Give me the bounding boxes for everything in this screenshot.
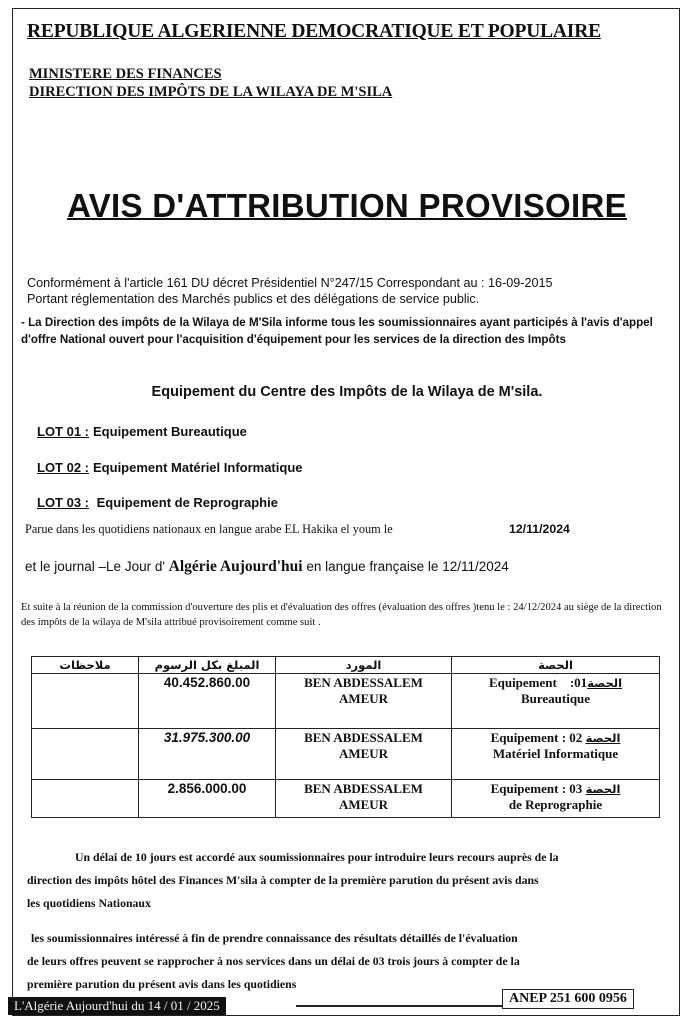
results-consultation-line-3: première parution du présent avis dans les quotidiens [27, 977, 297, 991]
appeal-delay-line-3: les quotidiens Nationaux [27, 896, 151, 910]
amount-cell: 40.452.860.00 [139, 674, 276, 729]
supplier-name-line-2: AMEUR [338, 746, 389, 761]
supplier-name-line-2: AMEUR [338, 691, 389, 706]
notice-page [12, 8, 680, 1016]
lot-cell [452, 729, 660, 780]
amount-cell: 2.856.000.00 [139, 780, 276, 818]
supplier-name-line-2: AMEUR [338, 797, 389, 812]
lot-description: Matériel Informatique [492, 746, 619, 761]
lot-word: Equipement [488, 675, 557, 690]
table-row [32, 729, 660, 780]
supplier-cell [276, 729, 452, 780]
publication-date-1: 12/11/2024 [509, 522, 570, 536]
direction-notice: - La Direction des impôts de la Wilaya de M'Sila informe tous les soumissionnaires ayant participés à l'avis d'appel d'offre National ouvert pour l'acquisition d'équipement pour les services de la direction des Impôts [21, 316, 653, 346]
legal-reference-line-1: Conformément à l'article 161 DU décret Présidentiel N°247/15 Correspondant au : 16-09-2015 [27, 276, 553, 290]
lot-description: Bureautique [520, 691, 591, 706]
supplier-cell [276, 780, 452, 818]
lot-word: Equipement [490, 730, 559, 745]
remarks-cell [32, 780, 139, 818]
publication-arabic-paper [25, 522, 675, 537]
header-lot: الحصة [452, 657, 660, 674]
lot-03-label: Equipement de Reprographie [93, 495, 278, 510]
amount-cell: 31.975.300.00 [139, 729, 276, 780]
results-consultation-line-1: les soumissionnaires intéressé à fin de prendre connaissance des résultats détaillés de l'évaluation [31, 931, 518, 945]
lot-word: Equipement [490, 781, 559, 796]
publication-line-2-prefix: et le journal –Le Jour d' [25, 559, 169, 574]
supplier-name-line-1: BEN ABDESSALEM [304, 781, 423, 796]
anep-reference: ANEP 251 600 0956 [502, 989, 634, 1009]
lot-description: de Reprographie [508, 797, 603, 812]
results-consultation-text [27, 927, 673, 996]
legal-reference-line-2: Portant réglementation des Marchés publics et des délégations de service public. [27, 292, 480, 306]
supplier-name-line-1: BEN ABDESSALEM [304, 730, 423, 745]
supplier-cell [276, 674, 452, 729]
appeal-delay-line-1: Un délai de 10 jours est accordé aux soumissionnaires pour introduire leurs recours auprès de la [75, 850, 559, 864]
lot-02 [37, 460, 303, 475]
newspaper-issue-label: L'Algérie Aujourd'hui du 14 / 01 / 2025 [8, 997, 226, 1015]
direction-heading: DIRECTION DES IMPÔTS DE LA WILAYA DE M'SILA [29, 84, 393, 100]
legal-reference [27, 275, 672, 307]
table-header-row [32, 657, 660, 674]
lot-number: :01 [569, 675, 588, 690]
header-amount: المبلغ بكل الرسوم [139, 657, 276, 674]
lot-02-code: LOT 02 : [37, 460, 90, 475]
appeal-delay-line-2: direction des impôts hôtel des Finances M'sila à compter de la première parution du présent avis dans [27, 873, 539, 887]
document-title: AVIS D'ATTRIBUTION PROVISOIRE [67, 187, 627, 224]
lot-arabic-label: الحصة [585, 782, 621, 796]
lot-03-code: LOT 03 : [37, 495, 90, 510]
remarks-cell [32, 729, 139, 780]
lot-01-label: Equipement Bureautique [93, 424, 247, 439]
results-consultation-line-2: de leurs offres peuvent se rapprocher à nos services dans un délai de 03 trois jours à compter de la [27, 954, 520, 968]
attribution-table [31, 656, 660, 818]
remarks-cell [32, 674, 139, 729]
appeal-delay-text [27, 846, 673, 915]
lot-number: : 02 [561, 730, 583, 745]
lot-01 [37, 424, 247, 439]
newspaper-name: Algérie Aujourd'hui [168, 558, 303, 575]
supplier-name-line-1: BEN ABDESSALEM [304, 675, 423, 690]
publication-french-paper [25, 558, 509, 576]
ministry-heading: MINISTERE DES FINANCES [29, 66, 222, 82]
republic-heading: REPUBLIQUE ALGERIENNE DEMOCRATIQUE ET POPULAIRE [27, 21, 601, 42]
lot-cell [452, 780, 660, 818]
subject-heading: Equipement du Centre des Impôts de la Wilaya de M'sila. [151, 384, 543, 400]
lot-arabic-label: الحصة [585, 731, 621, 745]
lot-arabic-label: الحصة [587, 676, 623, 690]
lot-cell [452, 674, 660, 729]
footer-divider [296, 1005, 502, 1007]
table-row [32, 780, 660, 818]
table-row [32, 674, 660, 729]
publication-line-2-suffix: en langue française le 12/11/2024 [302, 559, 509, 574]
publication-line-1: Parue dans les quotidiens nationaux en langue arabe EL Hakika el youm le [25, 522, 393, 536]
lot-03 [37, 495, 278, 510]
header-supplier: المورد [276, 657, 452, 674]
commission-meeting-text: Et suite à la réunion de la commission d'ouverture des plis et d'évaluation des offres (évaluation des offres )tenu le : 24/12/2024 au siège de la direction des impôts de la wilaya de M'sila attribué provisoirement comme suit . [21, 602, 662, 628]
lot-01-code: LOT 01 : [37, 424, 90, 439]
header-remarks: ملاحظات [32, 657, 139, 674]
lot-02-label: Equipement Matériel Informatique [93, 460, 303, 475]
lot-number: : 03 [561, 781, 583, 796]
